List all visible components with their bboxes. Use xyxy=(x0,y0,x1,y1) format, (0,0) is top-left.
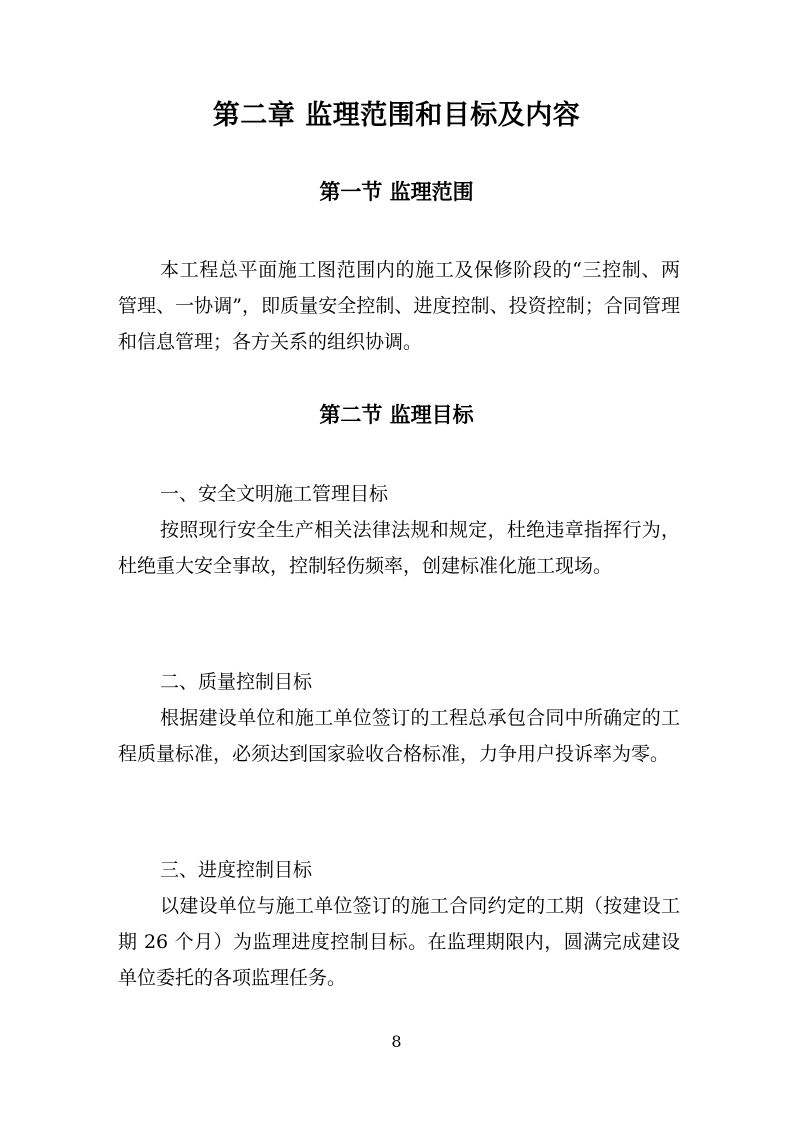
section-title-goals: 第二节 监理目标 xyxy=(319,403,474,427)
goal-heading-safety: 一、安全文明施工管理目标 xyxy=(160,483,389,505)
goal-text-quality: 根据建设单位和施工单位签订的工程总承包合同中所确定的工程质量标准，必须达到国家验收合格标准，力争用户投诉率为零。 xyxy=(118,707,680,765)
page-number: 8 xyxy=(391,1032,402,1051)
goal-heading-quality: 二、质量控制目标 xyxy=(160,671,313,693)
scope-paragraph: 本工程总平面施工图范围内的施工及保修阶段的“三控制、两管理、一协调”，即质量安全控制、进度控制、投资控制；合同管理和信息管理；各方关系的组织协调。 xyxy=(118,259,680,353)
section-title-scope: 第一节 监理范围 xyxy=(319,180,474,204)
goal-text-safety: 按照现行安全生产相关法律法规和规定，杜绝违章指挥行为，杜绝重大安全事故，控制轻伤频率，创建标准化施工现场。 xyxy=(118,519,680,577)
goal-text-schedule: 以建设单位与施工单位签订的施工合同约定的工期（按建设工期 26 个月）为监理进度控制目标。在监理期限内，圆满完成建设单位委托的各项监理任务。 xyxy=(118,895,680,989)
goal-heading-schedule: 三、进度控制目标 xyxy=(160,859,313,881)
chapter-title: 第二章 监理范围和目标及内容 xyxy=(212,100,581,131)
